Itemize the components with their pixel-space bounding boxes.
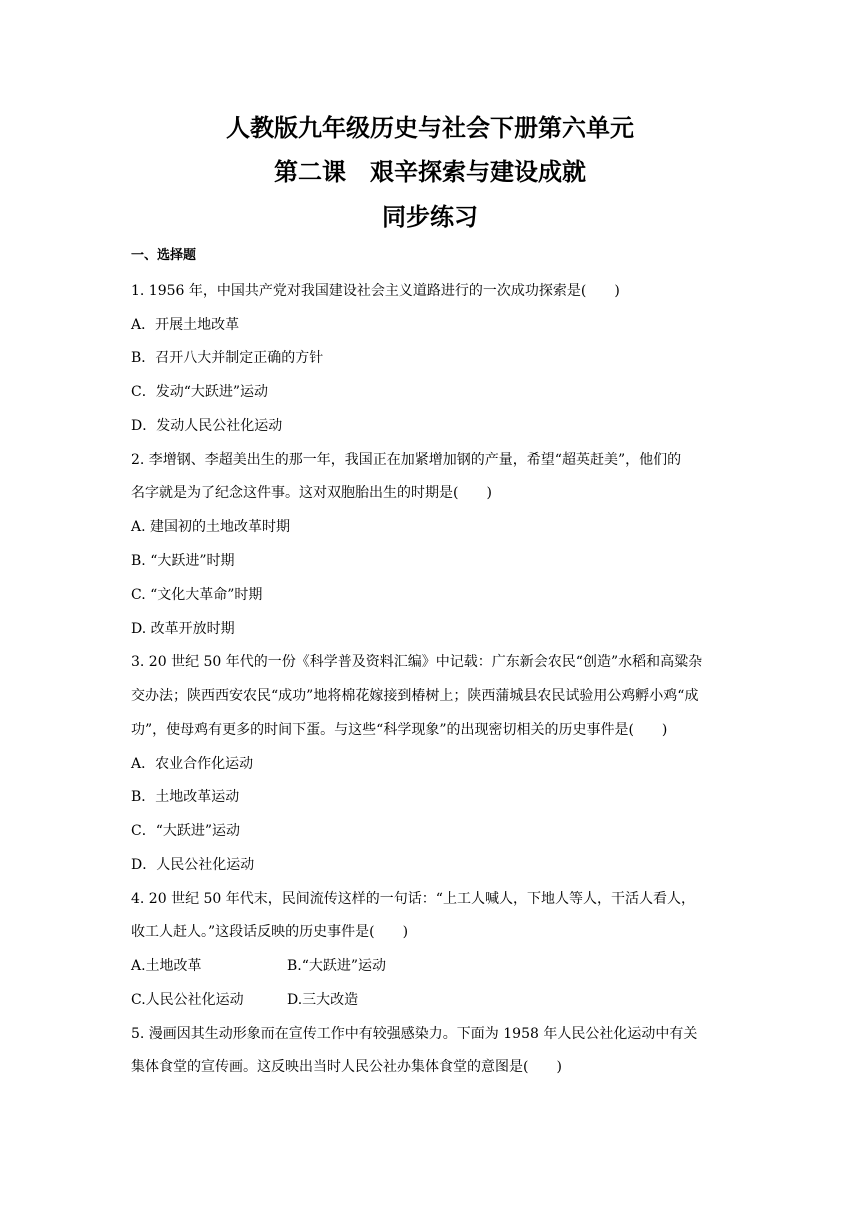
question-2-option-a: A. 建国初的土地改革时期: [131, 519, 291, 535]
question-4-option-a: A.土地改革: [131, 958, 202, 974]
question-5-stem-line-2: 集体食堂的宣传画。这反映出当时人民公社办集体食堂的意图是( ): [131, 1059, 562, 1075]
question-3-stem-line-3: 功”，使母鸡有更多的时间下蛋。与这些“科学现象”的出现密切相关的历史事件是( ): [131, 722, 668, 738]
question-1-option-c: C．发动“大跃进”运动: [131, 384, 269, 400]
question-3-stem-line-2: 交办法；陕西西安农民“成功”地将棉花嫁接到椿树上；陕西蒲城县农民试验用公鸡孵小鸡“成: [131, 688, 699, 704]
question-3-stem-line-1: 3. 20 世纪 50 年代的一份《科学普及资料汇编》中记载：广东新会农民“创造”水稻和高粱杂: [131, 654, 703, 670]
question-2-option-d: D. 改革开放时期: [131, 621, 235, 637]
question-1-stem: 1. 1956 年，中国共产党对我国建设社会主义道路进行的一次成功探索是( ): [131, 283, 620, 299]
question-2-option-b: B. “大跃进”时期: [131, 553, 235, 569]
question-4-option-c: C.人民公社化运动: [131, 992, 244, 1008]
question-2-option-c: C. “文化大革命”时期: [131, 587, 263, 603]
question-4-stem-line-1: 4. 20 世纪 50 年代末，民间流传这样的一句话：“上工人喊人，下地人等人，干活人看人，: [131, 891, 695, 907]
question-3-option-b: B．土地改革运动: [131, 789, 240, 805]
question-5-stem-line-1: 5. 漫画因其生动形象而在宣传工作中有较强感染力。下面为 1958 年人民公社化运动中有关: [131, 1026, 698, 1042]
lesson-title: 第二课 艰辛探索与建设成就: [274, 158, 586, 186]
question-2-stem-line-1: 2. 李增钢、李超美出生的那一年，我国正在加紧增加钢的产量，希望“超英赶美”，他们的: [131, 452, 682, 468]
question-3-option-a: A．农业合作化运动: [131, 756, 254, 772]
question-1-option-d: D．发动人民公社化运动: [131, 418, 283, 434]
question-3-option-c: C．“大跃进”运动: [131, 823, 241, 839]
section-heading: 一、选择题: [131, 248, 197, 263]
question-4-option-b: B.“大跃进”运动: [287, 958, 387, 974]
question-4-option-d: D.三大改造: [287, 992, 359, 1008]
question-4-stem-line-2: 收工人赶人。”这段话反映的历史事件是( ): [131, 924, 409, 940]
question-1-option-a: A．开展土地改革: [131, 317, 240, 333]
question-2-stem-line-2: 名字就是为了纪念这件事。这对双胞胎出生的时期是( ): [131, 485, 492, 501]
document-title: 人教版九年级历史与社会下册第六单元: [226, 114, 634, 142]
question-1-option-b: B．召开八大并制定正确的方针: [131, 350, 324, 366]
question-3-option-d: D．人民公社化运动: [131, 857, 255, 873]
exercise-title: 同步练习: [382, 203, 478, 231]
